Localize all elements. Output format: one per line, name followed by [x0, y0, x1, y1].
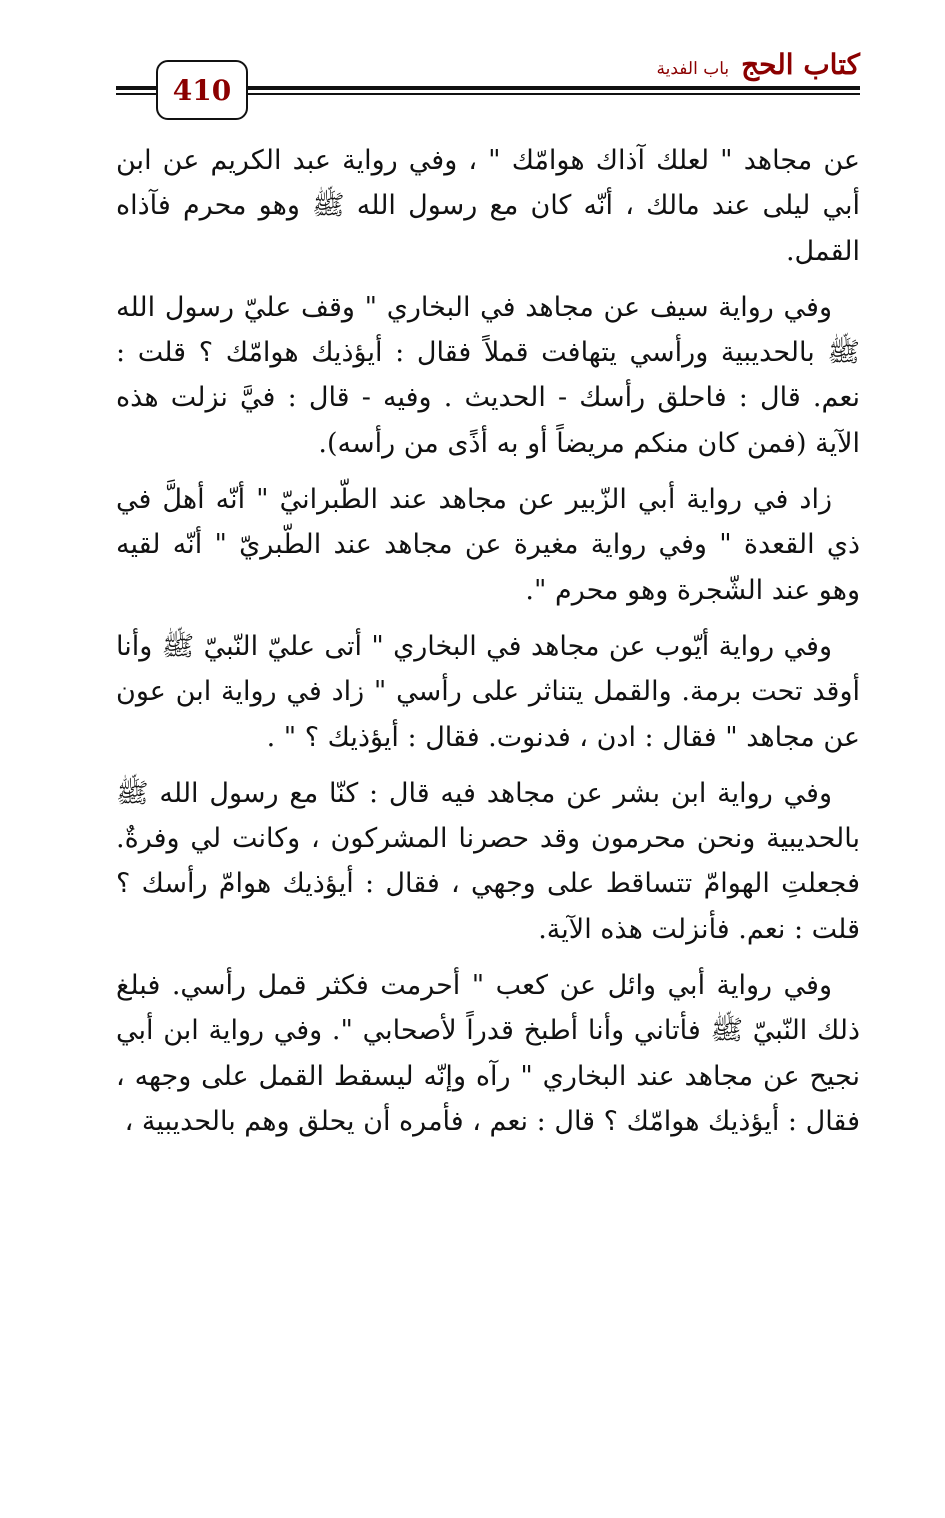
book-title: كتاب الحج — [741, 48, 860, 81]
paragraph-4: وفي رواية أيّوب عن مجاهد في البخاري " أتى عليّ النّبيّ ﷺ وأنا أوقد تحت برمة. والقمل يتناثر على رأسي " زاد في رواية ابن عون عن مجاهد " فقال : ادن ، فدنوت. فقال : أيؤذيك ؟ " . — [116, 630, 860, 753]
paragraph-6: وفي رواية أبي وائل عن كعب " أحرمت فكثر قمل رأسي. فبلغ ذلك النّبيّ ﷺ فأتاني وأنا أطبخ قدراً لأصحابي ". وفي رواية ابن أبي نجيح عن مجاهد عند البخاري " رآه وإنّه ليسقط القمل على وجهه ، فقال : أيؤذيك هوامّك ؟ قال : نعم ، فأمره أن يحلق وهم بالحديبية ، — [116, 970, 860, 1137]
paragraph-3: زاد في رواية أبي الزّبير عن مجاهد عند الطّبرانيّ " أنّه أهلَّ في ذي القعدة " وفي رواية مغيرة عن مجاهد عند الطّبريّ " أنّه لقيه وهو عند الشّجرة وهو محرم ". — [116, 484, 860, 606]
paragraph-2: وفي رواية سيف عن مجاهد في البخاري " وقف عليّ رسول الله ﷺ بالحديبية ورأسي يتهافت قملاً فقال : أيؤذيك هوامّك ؟ قلت : نعم. قال : فاحلق رأسك - الحديث . وفيه - قال : فيَّ نزلت هذه الآية (فمن كان منكم مريضاً أو به أذًى من رأسه). — [116, 291, 860, 459]
chapter-title: باب الفدية — [656, 59, 730, 79]
paragraph-1: عن مجاهد " لعلك آذاك هوامّك " ، وفي رواية عبد الكريم عن ابن أبي ليلى عند مالك ، أنّه كان مع رسول الله ﷺ وهو محرم فآذاه القمل. — [116, 145, 860, 267]
page-number: 410 — [156, 60, 248, 120]
paragraph-5: وفي رواية ابن بشر عن مجاهد فيه قال : كنّا مع رسول الله ﷺ بالحديبية ونحن محرمون وقد حصرنا المشركون ، وكانت لي وفرةٌ. فجعلتِ الهوامّ تتساقط على وجهي ، فقال : أيؤذيك هوامّ رأسك ؟ قلت : نعم. فأنزلت هذه الآية. — [116, 777, 860, 945]
page-header — [116, 48, 860, 118]
page-body — [116, 138, 860, 1155]
running-head — [657, 48, 860, 81]
